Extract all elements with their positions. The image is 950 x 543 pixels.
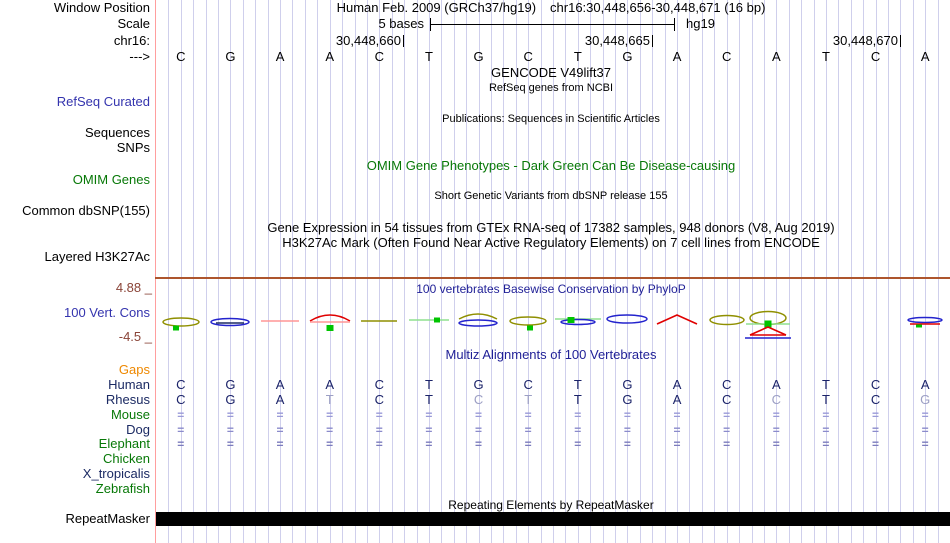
assembly-tag: hg19 bbox=[686, 16, 715, 31]
alignment-cell: = bbox=[276, 437, 284, 451]
track-label-omim-genes[interactable]: OMIM Genes bbox=[72, 172, 150, 187]
conservation-min-score: -4.5 _ bbox=[118, 329, 152, 344]
alignment-cell: T bbox=[821, 392, 830, 407]
alignment-cell: = bbox=[226, 408, 234, 422]
header-title-row bbox=[156, 1, 946, 15]
alignment-cell: C bbox=[374, 392, 385, 407]
alignment-cell: = bbox=[326, 408, 334, 422]
ruler-tick-mark bbox=[652, 35, 653, 47]
alignment-cell: A bbox=[920, 377, 930, 392]
sequence-base-letter: G bbox=[225, 49, 236, 64]
alignment-cell: = bbox=[574, 423, 582, 437]
alignment-cell: G bbox=[622, 377, 633, 392]
track-title-publications[interactable]: Publications: Sequences in Scientific Articles bbox=[442, 113, 660, 125]
scale-bar-left-tick bbox=[430, 18, 431, 31]
alignment-cell: A bbox=[672, 392, 682, 407]
alignment-cell: = bbox=[723, 437, 731, 451]
alignment-cell: = bbox=[524, 437, 532, 451]
alignment-cell: = bbox=[475, 408, 483, 422]
multiz-species-label-gaps[interactable]: Gaps bbox=[118, 362, 150, 377]
track-title-dbsnp[interactable]: Short Genetic Variants from dbSNP release 155 bbox=[434, 190, 668, 202]
track-label-common-dbsnp[interactable]: Common dbSNP(155) bbox=[22, 203, 150, 218]
alignment-cell: = bbox=[475, 423, 483, 437]
alignment-cell: T bbox=[524, 392, 533, 407]
scale-bar-label: 5 bases bbox=[378, 16, 424, 31]
alignment-cell: G bbox=[920, 392, 931, 407]
sequence-base-letter: G bbox=[622, 49, 633, 64]
multiz-species-label-x_tropicalis[interactable]: X_tropicalis bbox=[82, 466, 150, 481]
conservation-glyph-shape bbox=[750, 312, 786, 325]
track-title-repeatmasker[interactable]: Repeating Elements by RepeatMasker bbox=[448, 498, 654, 512]
track-title-conservation[interactable]: 100 vertebrates Basewise Conservation by PhyloP bbox=[416, 282, 686, 296]
conservation-glyph-shape bbox=[568, 317, 575, 323]
alignment-cell: = bbox=[673, 408, 681, 422]
alignment-cell: C bbox=[721, 392, 732, 407]
alignment-cell: T bbox=[424, 377, 433, 392]
conservation-glyph-shape bbox=[750, 327, 786, 335]
conservation-glyph-shape bbox=[173, 326, 179, 331]
alignment-cell: = bbox=[425, 437, 433, 451]
sequence-base-letter: A bbox=[672, 49, 682, 64]
alignment-cell: = bbox=[177, 408, 185, 422]
conservation-glyph-shape bbox=[765, 321, 772, 328]
alignment-cell: = bbox=[723, 408, 731, 422]
track-label-sequences[interactable]: Sequences bbox=[84, 125, 150, 140]
multiz-species-label-dog[interactable]: Dog bbox=[126, 422, 150, 437]
multiz-species-label-human[interactable]: Human bbox=[108, 377, 150, 392]
alignment-cell: T bbox=[424, 392, 433, 407]
strand-arrow-label: ---> bbox=[129, 49, 150, 64]
alignment-cell: = bbox=[177, 423, 185, 437]
alignment-cell: A bbox=[275, 392, 285, 407]
alignment-cell: = bbox=[822, 423, 830, 437]
sequence-base-letter: C bbox=[721, 49, 732, 64]
alignment-cell: C bbox=[870, 377, 881, 392]
alignment-cell: = bbox=[673, 423, 681, 437]
sequence-base-letter: C bbox=[523, 49, 533, 64]
alignment-cell: = bbox=[872, 423, 880, 437]
alignment-cell: A bbox=[275, 377, 285, 392]
repeatmasker-element-bar[interactable] bbox=[156, 512, 950, 526]
sequence-base-letter: A bbox=[920, 49, 930, 64]
alignment-cell: = bbox=[375, 423, 383, 437]
sequence-base-letter: T bbox=[821, 49, 830, 64]
alignment-cell: = bbox=[326, 423, 334, 437]
alignment-cell: = bbox=[872, 408, 880, 422]
multiz-species-label-rhesus[interactable]: Rhesus bbox=[105, 392, 150, 407]
alignment-cell: = bbox=[276, 408, 284, 422]
sequence-base-letter: C bbox=[870, 49, 881, 64]
alignment-cell: = bbox=[326, 437, 334, 451]
sequence-base-letter: A bbox=[325, 49, 335, 64]
track-title-gtex[interactable]: Gene Expression in 54 tissues from GTEx RNA-seq of 17382 samples, 948 donors (V8, Aug 2019) bbox=[267, 220, 835, 235]
alignment-cell: C bbox=[771, 392, 782, 407]
conservation-max-score: 4.88 _ bbox=[115, 280, 152, 295]
ruler-tick-label: 30,448,660 bbox=[335, 33, 401, 48]
alignment-cell: = bbox=[772, 437, 780, 451]
track-title-multiz[interactable]: Multiz Alignments of 100 Vertebrates bbox=[445, 347, 657, 362]
track-label-repeatmasker[interactable]: RepeatMasker bbox=[65, 511, 150, 526]
alignment-cell: C bbox=[374, 377, 385, 392]
scale-bar-right-tick bbox=[674, 18, 675, 31]
alignment-cell: = bbox=[872, 437, 880, 451]
alignment-cell: T bbox=[573, 392, 582, 407]
sequence-base-letter: T bbox=[424, 49, 433, 64]
alignment-cell: = bbox=[177, 437, 185, 451]
alignment-cell: = bbox=[375, 437, 383, 451]
sequence-base-letter: C bbox=[374, 49, 385, 64]
track-separator-rule bbox=[155, 277, 950, 279]
alignment-cell: = bbox=[772, 408, 780, 422]
alignment-cell: = bbox=[226, 423, 234, 437]
alignment-cell: A bbox=[672, 377, 682, 392]
track-title-refseq-sub[interactable]: RefSeq genes from NCBI bbox=[488, 82, 614, 94]
conservation-glyph-shape bbox=[916, 325, 922, 328]
alignment-cell: A bbox=[325, 377, 335, 392]
track-title-omim[interactable]: OMIM Gene Phenotypes - Dark Green Can Be Disease-causing bbox=[366, 158, 736, 173]
alignment-cell: = bbox=[623, 437, 631, 451]
alignment-cell: T bbox=[821, 377, 830, 392]
sequence-base-letter: A bbox=[771, 49, 781, 64]
multiz-species-label-zebrafish[interactable]: Zebrafish bbox=[95, 481, 150, 496]
alignment-cell: C bbox=[870, 392, 881, 407]
alignment-cell: = bbox=[673, 437, 681, 451]
ruler-tick-label: 30,448,670 bbox=[832, 33, 898, 48]
alignment-cell: C bbox=[523, 377, 533, 392]
track-title-h3k27ac[interactable]: H3K27Ac Mark (Often Found Near Active Regulatory Elements) on 7 cell lines from ENCODE bbox=[282, 235, 820, 250]
alignment-cell: = bbox=[226, 437, 234, 451]
scale-bar-line bbox=[430, 24, 675, 25]
sequence-base-letter: C bbox=[176, 49, 186, 64]
alignment-cell: = bbox=[475, 437, 483, 451]
conservation-glyph-shape bbox=[434, 318, 440, 323]
alignment-cell: = bbox=[375, 408, 383, 422]
alignment-cell: C bbox=[176, 377, 186, 392]
ruler-tick-label: 30,448,665 bbox=[584, 33, 650, 48]
alignment-cell: A bbox=[771, 377, 781, 392]
alignment-cell: = bbox=[524, 423, 532, 437]
scale-row-label: Scale bbox=[117, 16, 150, 31]
range-title: chr16:30,448,656-30,448,671 (16 bp) bbox=[550, 0, 766, 15]
alignment-cell: = bbox=[425, 423, 433, 437]
alignment-cell: = bbox=[921, 408, 929, 422]
track-label-snps[interactable]: SNPs bbox=[116, 140, 150, 155]
alignment-cell: = bbox=[524, 408, 532, 422]
alignment-cell: G bbox=[225, 377, 236, 392]
multiz-species-label-mouse[interactable]: Mouse bbox=[110, 407, 150, 422]
sequence-base-letter: T bbox=[573, 49, 582, 64]
alignment-cell: = bbox=[921, 423, 929, 437]
alignment-cell: = bbox=[822, 437, 830, 451]
alignment-cell: C bbox=[176, 392, 186, 407]
assembly-title: Human Feb. 2009 (GRCh37/hg19) bbox=[336, 0, 537, 15]
alignment-cell: = bbox=[574, 408, 582, 422]
chrom-label: chr16: bbox=[113, 33, 150, 48]
alignment-cell: = bbox=[276, 423, 284, 437]
alignment-cell: G bbox=[225, 392, 236, 407]
alignment-cell: G bbox=[473, 377, 484, 392]
track-label-refseq-curated[interactable]: RefSeq Curated bbox=[56, 94, 150, 109]
alignment-cell: = bbox=[623, 423, 631, 437]
alignment-cell: = bbox=[772, 423, 780, 437]
sequence-base-letter: A bbox=[275, 49, 285, 64]
alignment-cell: G bbox=[622, 392, 633, 407]
track-label-100-vert-cons[interactable]: 100 Vert. Cons bbox=[64, 305, 150, 320]
alignment-cell: = bbox=[822, 408, 830, 422]
alignment-cell: C bbox=[473, 392, 484, 407]
sequence-base-letter: G bbox=[473, 49, 484, 64]
alignment-cell: = bbox=[723, 423, 731, 437]
multiz-species-label-elephant[interactable]: Elephant bbox=[98, 436, 150, 451]
ruler-tick-mark bbox=[403, 35, 404, 47]
alignment-cell: = bbox=[623, 408, 631, 422]
multiz-species-label-chicken[interactable]: Chicken bbox=[103, 451, 150, 466]
window-position-label: Window Position bbox=[53, 0, 150, 15]
track-title-gencode[interactable]: GENCODE V49lift37 bbox=[491, 65, 611, 80]
alignment-cell: = bbox=[574, 437, 582, 451]
alignment-cell: T bbox=[573, 377, 582, 392]
alignment-cell: = bbox=[921, 437, 929, 451]
alignment-cell: C bbox=[721, 377, 732, 392]
ruler-tick-mark bbox=[900, 35, 901, 47]
alignment-cell: T bbox=[325, 392, 334, 407]
alignment-cell: = bbox=[425, 408, 433, 422]
track-label-layered-h3k27ac[interactable]: Layered H3K27Ac bbox=[44, 249, 150, 264]
